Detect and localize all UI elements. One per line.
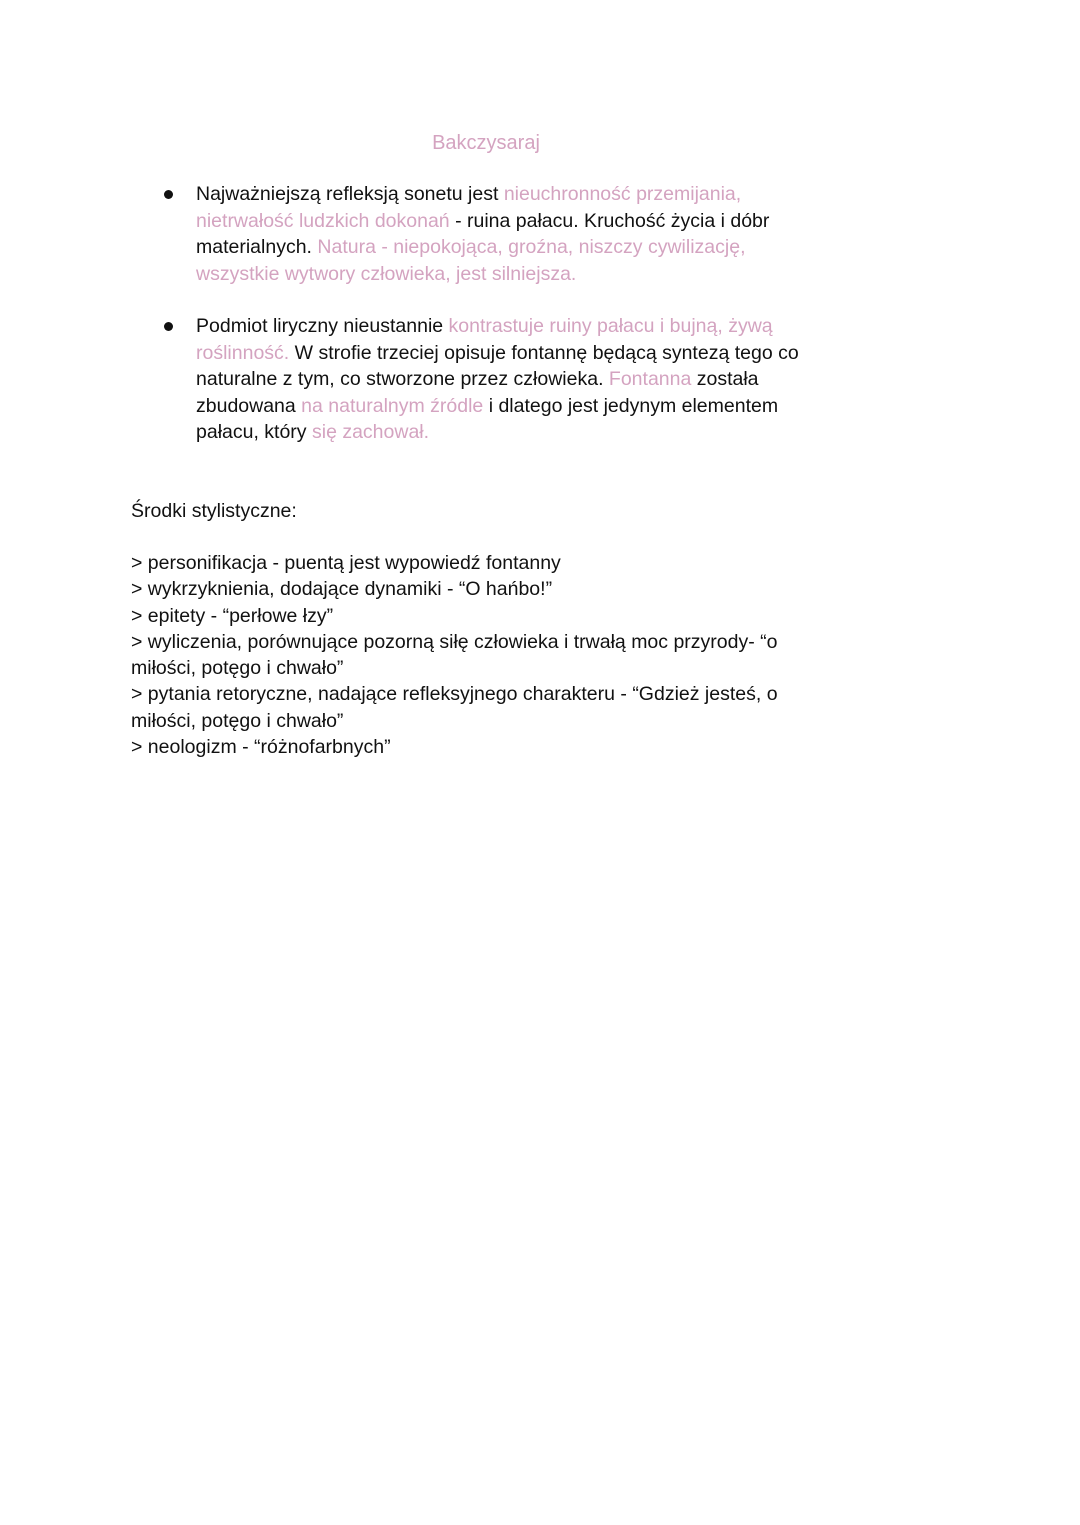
bullet-segment: Najważniejszą refleksją sonetu jest bbox=[196, 183, 504, 205]
bullet-segment-highlight: Natura - niepokojąca, groźna, niszczy cywilizację, wszystkie wytwory człowieka, jest silniejsza. bbox=[196, 236, 746, 285]
bullet-dot-icon bbox=[164, 322, 173, 331]
list-item: > neologizm - “różnofarbnych” bbox=[131, 736, 391, 759]
list-item: > personifikacja - puentą jest wypowiedź fontanny bbox=[131, 552, 561, 574]
section-heading: Środki stylistyczne: bbox=[131, 500, 297, 522]
bullet-dot-icon bbox=[164, 190, 173, 199]
list-item: > epitety - “perłowe łzy” bbox=[131, 604, 334, 627]
bullet-segment: i dlatego jest jedynym elementem pałacu, który bbox=[196, 394, 779, 443]
list-item: > wykrzyknienia, dodające dynamiki - “O hańbo!” bbox=[131, 578, 553, 601]
bullet-segment: Podmiot liryczny nieustannie bbox=[196, 315, 449, 337]
page-title: Bakczysaraj bbox=[432, 132, 540, 154]
bullet-item bbox=[152, 181, 812, 287]
bullet-item bbox=[152, 313, 812, 446]
list-item: > wyliczenia, porównujące pozorną siłę człowieka i trwałą moc przyrody- “o miłości, potęgo i chwało” bbox=[131, 630, 778, 680]
bullet-segment: - ruina pałacu. Kruchość życia i dóbr materialnych. bbox=[196, 209, 770, 258]
bullet-segment-highlight: Fontanna bbox=[608, 368, 692, 390]
list-item: > pytania retoryczne, nadające refleksyjnego charakteru - “Gdzież jesteś, o miłości, potęgo i chwało” bbox=[131, 683, 778, 732]
bullet-segment-highlight: się zachował. bbox=[311, 421, 430, 443]
bullet-segment-highlight: nieuchronność przemijania, nietrwałość ludzkich dokonań bbox=[196, 183, 742, 232]
bullet-segment: została zbudowana bbox=[196, 368, 759, 417]
bullet-segment-highlight: kontrastuje ruiny pałacu i bujną, żywą roślinność. bbox=[196, 315, 773, 364]
bullet-segment-highlight: na naturalnym źródle bbox=[301, 394, 484, 417]
stylistic-devices-list bbox=[131, 550, 831, 760]
bullet-list bbox=[152, 181, 812, 446]
bullet-segment: W strofie trzeciej opisuje fontannę będącą syntezą tego co naturalne z tym, co stworzone przez człowieka. bbox=[196, 341, 799, 390]
